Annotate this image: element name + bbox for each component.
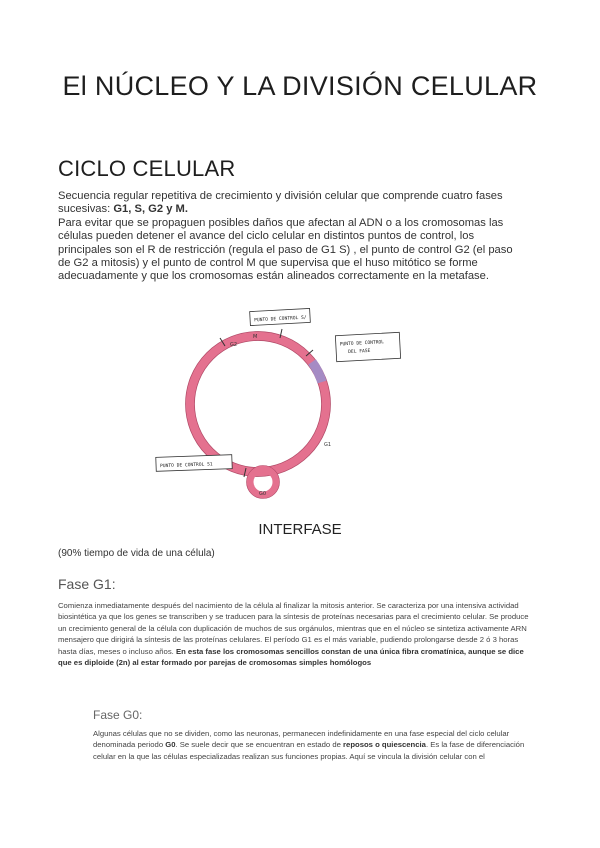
g0-bold-1: G0 <box>165 740 176 750</box>
g0-text-1: Algunas células que no se dividen, como las neuronas, permanecen indefinidamente en una fase especial del ciclo celular denominada periodo <box>93 729 510 750</box>
ciclo-p1-text: Secuencia regular repetitiva de crecimiento y división celular que comprende cuatro fases sucesivas: <box>58 190 503 216</box>
g1-paragraph <box>58 600 538 668</box>
cycle-ring <box>190 336 326 472</box>
phase-label-m: M <box>253 334 258 340</box>
g0-text-3: . Es la fase de diferenciación celular en la que las células especializadas realizan sus funciones propias. Aquí se vincula la división celular con el <box>93 740 525 761</box>
label-punto-control-right: PUNTO DE CONTROLDEL FASE <box>339 340 385 356</box>
page-title: El NÚCLEO Y LA DIVISIÓN CELULAR <box>62 71 538 101</box>
g0-heading: Fase G0: <box>93 708 143 722</box>
ciclo-p1-bold: G1, S, G2 y M. <box>113 203 188 216</box>
ciclo-intro <box>58 190 528 284</box>
section-heading-ciclo: CICLO CELULAR <box>58 156 236 181</box>
interfase-heading: INTERFASE <box>258 521 342 538</box>
g0-bold-2: reposos o quiescencia <box>343 740 426 750</box>
g1-text: Comienza inmediatamente después del nacimiento de la célula al finalizar la mitosis anterior. Se caracteriza por una intensiva actividad biosintética ya que los genes se transcriben y se traducen para la síntesis de proteínas necesarias para el crecimiento celular. Se produce un crecimiento general de la célula con duplicación de muchos de sus orgánulos, mientras que en el núcleo se sintetiza activamente ARN mensajero que dirigirá la síntesis de las proteínas celulares. El período G1 es el más variable, pudiendo prolongarse desde 2 ó 3 horas hasta días, meses o incluso años. <box>58 601 529 656</box>
phase-label-g2: G2 <box>230 342 238 348</box>
phase-label-g1: G1 <box>324 442 332 448</box>
label-punto-control-top: PUNTO DE CONTROL S/ <box>254 315 307 324</box>
g0-paragraph <box>93 728 533 762</box>
mitosis-segment <box>312 362 322 382</box>
phase-label-g0: G0 <box>259 491 267 497</box>
g1-heading: Fase G1: <box>58 576 116 592</box>
g1-bold: En esta fase los cromosomas sencillos constan de una única fibra cromatínica, aunque se dice que es diploide (2n) al estar formado por parejas de cromosomas simples homólogos <box>58 646 524 668</box>
interfase-note: (90% tiempo de vida de una célula) <box>58 548 215 559</box>
g0-text-2: . Se suele decir que se encuentran en estado de <box>175 740 344 750</box>
label-punto-control-left: PUNTO DE CONTROL S1 <box>160 462 213 470</box>
cell-cycle-diagram <box>150 306 410 506</box>
ciclo-p2-text: Para evitar que se propaguen posibles daños que afectan al ADN o a los cromosomas las células pueden detener el avance del ciclo celular en distintos puntos de control, los principales son el R de restricción (regula el paso de G1 S) , el punto de control G2 (el paso de G2 a mitosis) y el punto de control M que supervisa que el huso mitótico se forme adecuadamente y que los cromosomas están alineados correctamente en la metafase. <box>58 216 513 283</box>
